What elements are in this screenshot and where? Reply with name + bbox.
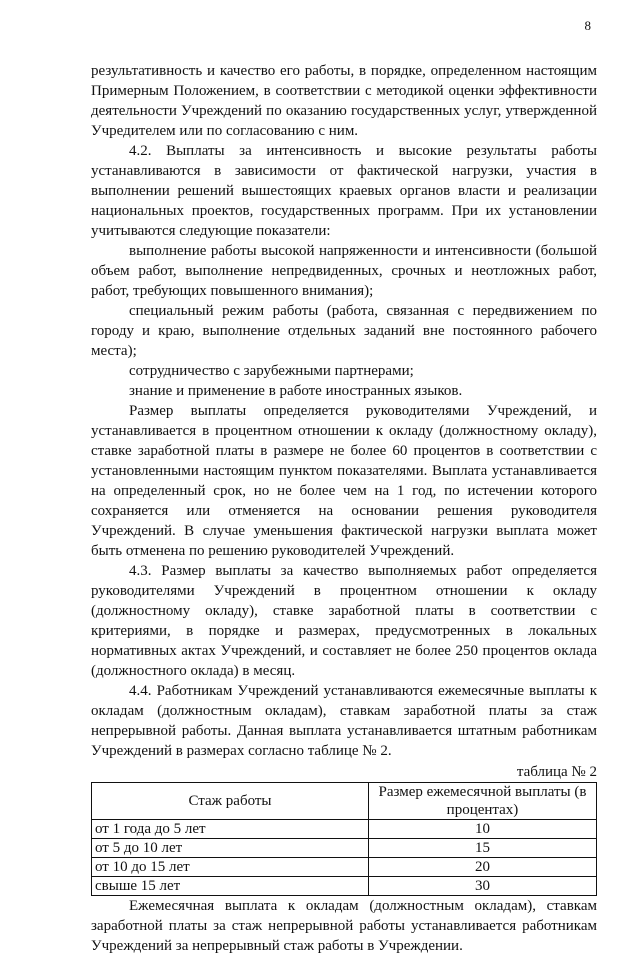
payments-table (91, 782, 597, 896)
paragraph: сотрудничество с зарубежными партнерами; (129, 363, 414, 379)
paragraph-after-table: Ежемесячная выплата к окладам (должностным окладам), ставкам заработной платы за стаж непрерывной работы устанавливается работникам Учреждений за непрерывный стаж работы в Учреждении. (91, 898, 597, 954)
cell-value: 10 (369, 820, 597, 839)
table-row (92, 877, 597, 896)
paragraph: выполнение работы высокой напряженности и интенсивности (большой объем работ, выполнение непредвиденных, срочных и неотложных работ, работ, требующих повышенного внимания); (91, 243, 597, 299)
cell-stage: от 10 до 15 лет (92, 858, 369, 877)
paragraph: Размер выплаты определяется руководителями Учреждений, и устанавливается в процентном отношении к окладу (должностному окладу), ставке заработной платы в размере не более 60 процентов в соответствии с установленными настоящим пунктом показателями. Выплата устанавливается на определенный срок, но не более чем на 1 год, по истечении которого сохраняется или отменяется на основании решения руководителя Учреждений. В случае уменьшения фактической нагрузки выплата может быть отменена по решению руководителей Учреждений. (91, 403, 597, 559)
document-body (91, 61, 597, 956)
table-caption: таблица № 2 (516, 764, 597, 780)
paragraph: 4.4. Работникам Учреждений устанавливаются ежемесячные выплаты к окладам (должностным окладам), ставкам заработной платы за стаж непрерывной работы. Данная выплата устанавливается штатным работникам Учреждений в размерах согласно таблице № 2. (91, 683, 597, 759)
paragraphs-before (91, 61, 597, 761)
cell-stage: свыше 15 лет (92, 877, 369, 896)
cell-value: 20 (369, 858, 597, 877)
table-row (92, 858, 597, 877)
paragraph: 4.2. Выплаты за интенсивность и высокие результаты работы устанавливаются в зависимости от фактической нагрузки, участия в выполнении решений вышестоящих краевых органов власти и реализации национальных проектов, государственных программ. При их установлении учитываются следующие показатели: (91, 143, 597, 239)
cell-value: 15 (369, 839, 597, 858)
paragraph: 4.3. Размер выплаты за качество выполняемых работ определяется руководителями Учреждений в процентном отношении к окладу (должностному окладу), ставке заработной платы в соответствии с критериями, в порядке и размерах, предусмотренных в локальных нормативных актах Учреждений, и составляет не более 250 процентов оклада (должностного оклада) в месяц. (91, 563, 597, 679)
header-stage: Стаж работы (92, 783, 369, 820)
table-header-row (92, 783, 597, 820)
page-number: 8 (584, 18, 591, 33)
paragraph: специальный режим работы (работа, связанная с передвижением по городу и краю, выполнение отдельных заданий вне постоянного рабочего места); (91, 303, 597, 359)
table-row (92, 820, 597, 839)
cell-stage: от 5 до 10 лет (92, 839, 369, 858)
header-amount: Размер ежемесячной выплаты (в процентах) (369, 783, 597, 820)
paragraph: результативность и качество его работы, в порядке, определенном настоящим Примерным Положением, в соответствии с методикой оценки эффективности деятельности Учреждений по оказанию государственных услуг, утвержденной Учредителем или по согласованию с ним. (91, 63, 597, 139)
table-row (92, 839, 597, 858)
cell-stage: от 1 года до 5 лет (92, 820, 369, 839)
cell-value: 30 (369, 877, 597, 896)
paragraph: знание и применение в работе иностранных языков. (129, 383, 463, 399)
